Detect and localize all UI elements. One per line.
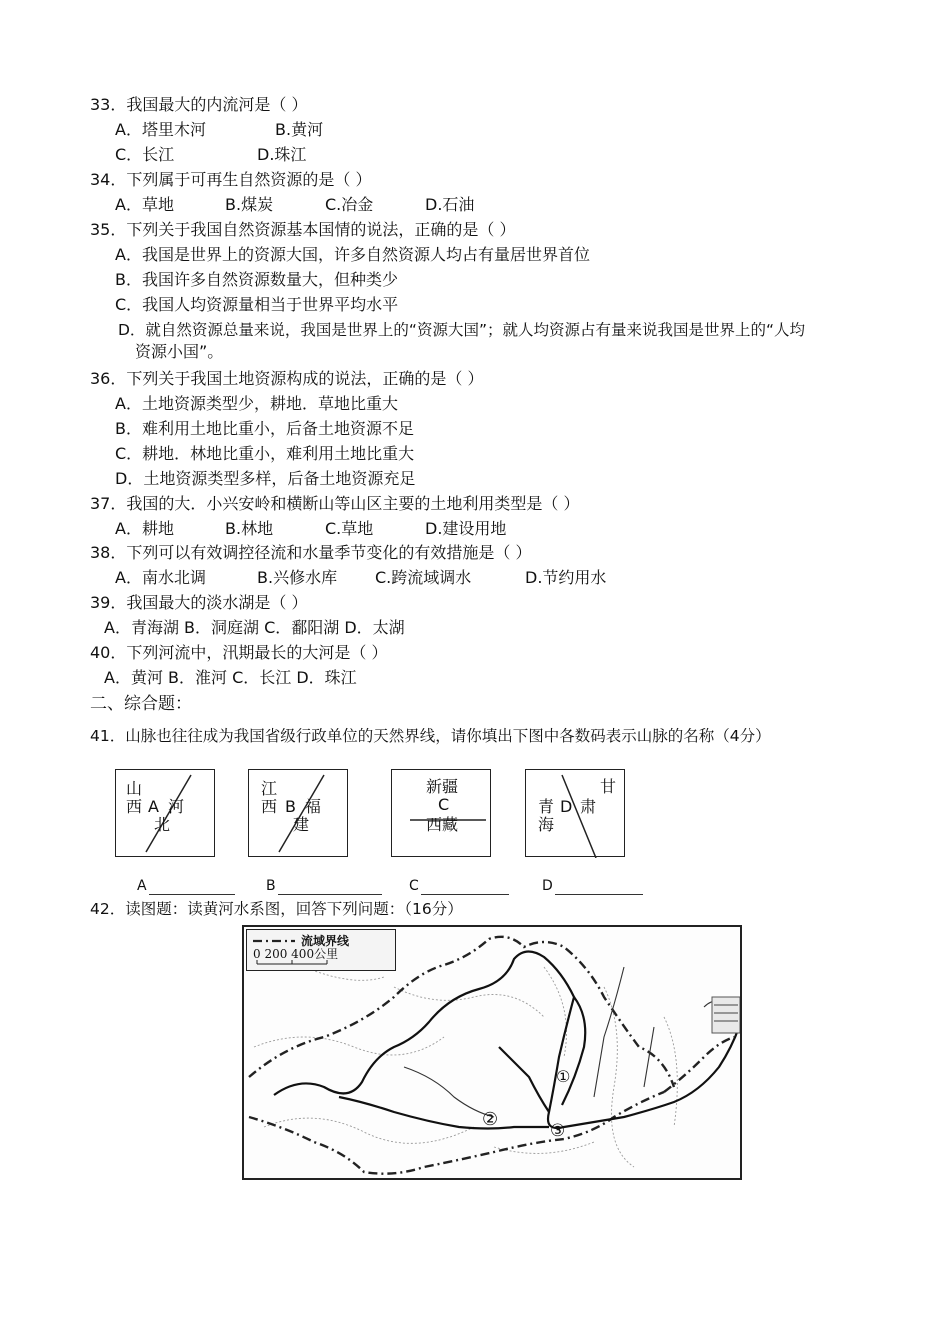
q37-option-d: D.建设用地 <box>425 519 507 538</box>
q34-option-b: B.煤炭 <box>225 195 274 214</box>
map-legend <box>246 929 396 971</box>
q37-option-b: B.林地 <box>225 519 274 538</box>
box-c-xizang: 西藏 <box>426 815 459 834</box>
legend-label: 流域界线 <box>301 934 350 948</box>
q35-option-a: A．我国是世界上的资源大国，许多自然资源人均占有量居世界首位 <box>115 245 590 264</box>
q35-option-d-line1: D．就自然资源总量来说，我国是世界上的“资源大国”；就人均资源占有量来说我国是世界上的“人均 <box>118 321 806 339</box>
q33-option-d: D.珠江 <box>257 145 307 164</box>
box-b-jiangxi-bottom: 西 <box>261 797 278 816</box>
q35-option-b: B．我国许多自然资源数量大，但种类少 <box>115 270 398 289</box>
q38-option-b: B.兴修水库 <box>257 568 338 587</box>
q39-options: A．青海湖 B．洞庭湖 C．鄱阳湖 D．太湖 <box>104 618 405 637</box>
box-a-hebei-top: 河 <box>168 797 185 816</box>
mountain-box-a <box>115 769 215 857</box>
q33-option-c: C．长江 <box>115 145 175 164</box>
q37-option-c: C.草地 <box>325 519 374 538</box>
box-c-xinjiang: 新疆 <box>426 777 459 796</box>
marker-1: ① <box>556 1067 571 1086</box>
q38-option-d: D.节约用水 <box>525 568 607 587</box>
q40-stem: 40．下列河流中，汛期最长的大河是（ ） <box>90 643 388 662</box>
section-heading: 二、综合题： <box>90 694 192 714</box>
q33-option-a: A．塔里木河 <box>115 120 206 139</box>
q33-option-b: B.黄河 <box>275 120 324 139</box>
marker-2: ② <box>482 1109 499 1130</box>
box-d-gansu-bottom: 肃 <box>580 797 597 816</box>
q36-option-d: D．土地资源类型多样，后备土地资源充足 <box>115 469 416 488</box>
box-a-label: A <box>148 797 159 816</box>
q36-option-b: B．难利用土地比重小，后备土地资源不足 <box>115 419 414 438</box>
q39-stem: 39．我国最大的淡水湖是（ ） <box>90 593 308 612</box>
q36-stem: 36．下列关于我国土地资源构成的说法，正确的是（ ） <box>90 369 484 388</box>
q38-option-a: A．南水北调 <box>115 568 206 587</box>
q37-stem: 37．我国的大．小兴安岭和横断山等山区主要的土地利用类型是（ ） <box>90 494 580 513</box>
answer-blank-a[interactable]: A <box>137 877 235 895</box>
box-a-shanxi-bottom: 西 <box>126 797 143 816</box>
mountain-box-d <box>525 769 625 857</box>
box-a-hebei-bottom: 北 <box>154 815 171 834</box>
answer-blank-c[interactable]: C <box>409 877 509 895</box>
q41-stem: 41．山脉也往往成为我国省级行政单位的天然界线，请你填出下图中各数码表示山脉的名称（4分） <box>90 727 771 745</box>
q38-option-c: C.跨流域调水 <box>375 568 472 587</box>
box-b-fujian-top: 福 <box>305 797 322 816</box>
mountain-box-b <box>248 769 348 857</box>
answer-blank-b[interactable]: B <box>266 877 382 895</box>
box-d-qinghai-top: 青 <box>538 797 555 816</box>
yellow-river-map <box>242 925 742 1180</box>
q42-stem: 42．读图题：读黄河水系图，回答下列问题：（16分） <box>90 900 463 918</box>
box-a-shanxi-top: 山 <box>126 779 143 798</box>
q36-option-c: C．耕地．林地比重小，难利用土地比重大 <box>115 444 415 463</box>
q38-stem: 38．下列可以有效调控径流和水量季节变化的有效措施是（ ） <box>90 543 532 562</box>
box-d-qinghai-bottom: 海 <box>538 815 555 834</box>
q34-option-c: C.冶金 <box>325 195 374 214</box>
q40-options: A．黄河 B．淮河 C．长江 D．珠江 <box>104 668 357 687</box>
q36-option-a: A．土地资源类型少，耕地．草地比重大 <box>115 394 398 413</box>
q35-option-c: C．我国人均资源量相当于世界平均水平 <box>115 295 399 314</box>
box-b-fujian-bottom: 建 <box>293 815 310 834</box>
q37-option-a: A．耕地 <box>115 519 174 538</box>
box-c-label: C <box>438 795 450 814</box>
q34-option-d: D.石油 <box>425 195 475 214</box>
q34-option-a: A．草地 <box>115 195 174 214</box>
q34-stem: 34．下列属于可再生自然资源的是（ ） <box>90 170 372 189</box>
box-b-jiangxi-top: 江 <box>261 779 278 798</box>
marker-3: ③ <box>550 1121 566 1141</box>
mountain-box-c <box>391 769 491 857</box>
legend-scale: 0 200 400公里 <box>253 947 339 961</box>
q35-stem: 35．下列关于我国自然资源基本国情的说法，正确的是（ ） <box>90 220 516 239</box>
box-d-gansu-top: 甘 <box>600 777 617 796</box>
q35-option-d-line2: 资源小国”。 <box>135 342 224 361</box>
answer-blank-d[interactable]: D <box>542 877 643 895</box>
box-d-label: D <box>560 797 573 816</box>
box-b-label: B <box>285 797 296 816</box>
q33-stem: 33．我国最大的内流河是（ ） <box>90 95 308 114</box>
